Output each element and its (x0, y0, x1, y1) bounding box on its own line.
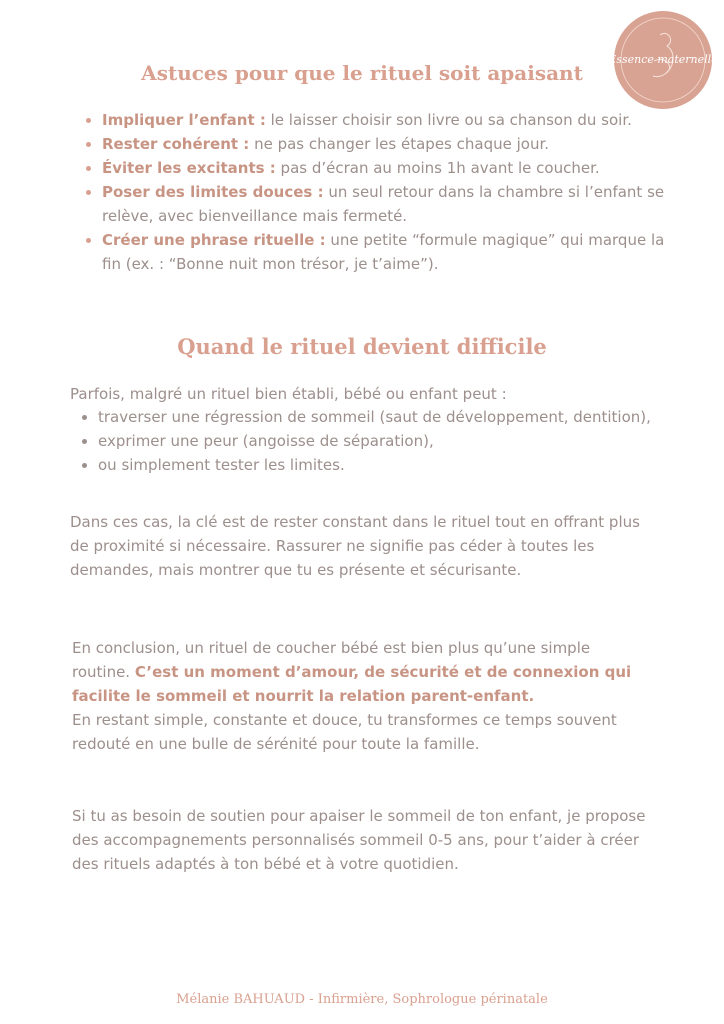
section-title-astuces: Astuces pour que le rituel soit apaisant (141, 61, 583, 85)
tip-label: Créer une phrase rituelle : (102, 231, 326, 249)
list-item: • exprimer une peur (angoisse de séparation), (98, 429, 668, 453)
tips-list (80, 108, 672, 276)
tip-text: un seul retour dans la chambre si l’enfant se relève, avec bienveillance mais fermeté. (102, 183, 665, 225)
tip-text: pas d’écran au moins 1h avant le coucher. (275, 159, 600, 177)
tip-label: Poser des limites douces : (102, 183, 324, 201)
tip-text: ne pas changer les étapes chaque jour. (249, 135, 550, 153)
conclusion-paragraph (72, 636, 642, 756)
tip-label: Rester cohérent : (102, 135, 250, 153)
tip-label: Éviter les excitants : (102, 159, 276, 177)
difficulty-list (78, 405, 668, 477)
list-item (102, 108, 672, 132)
list-item (102, 132, 672, 156)
list-item: • ou simplement tester les limites. (98, 453, 668, 477)
tip-label: Impliquer l’enfant : (102, 111, 266, 129)
section-title-difficile: Quand le rituel devient difficile (177, 334, 547, 359)
conclusion-lead: En conclusion, un rituel de coucher bébé est bien plus qu’une simple routine. (72, 639, 591, 681)
tip-text: le laisser choisir son livre ou sa chanson du soir. (265, 111, 632, 129)
difficulty-intro: Parfois, malgré un rituel bien établi, bébé ou enfant peut : (70, 385, 507, 403)
list-item (102, 156, 672, 180)
list-item (102, 228, 672, 276)
list-item: • traverser une régression de sommeil (saut de développement, dentition), (98, 405, 668, 429)
conclusion-follow: En restant simple, constante et douce, tu transformes ce temps souvent redouté en une bulle de sérénité pour toute la famille. (72, 711, 617, 753)
conclusion-bold: C’est un moment d’amour, de sécurité et de connexion qui facilite le sommeil et nourrit la relation parent-enfant. (72, 663, 632, 705)
brand-name: Essence maternelle (608, 53, 718, 66)
difficulty-paragraph: Dans ces cas, la clé est de rester constant dans le rituel tout en offrant plus de proximité si nécessaire. Rassurer ne signifie pas céder à toutes les demandes, mais montrer que tu es présente et sécurisante. (70, 513, 640, 579)
tip-text: une petite “formule magique” qui marque la fin (ex. : “Bonne nuit mon trésor, je t’aime”). (102, 231, 665, 273)
page-footer: Mélanie BAHUAUD - Infirmière, Sophrologue périnatale (176, 992, 548, 1007)
support-paragraph: Si tu as besoin de soutien pour apaiser le sommeil de ton enfant, je propose des accompagnements personnalisés sommeil 0-5 ans, pour t’aider à créer des rituels adaptés à ton bébé et à votre quotidien. (72, 807, 646, 873)
list-item (102, 180, 672, 228)
